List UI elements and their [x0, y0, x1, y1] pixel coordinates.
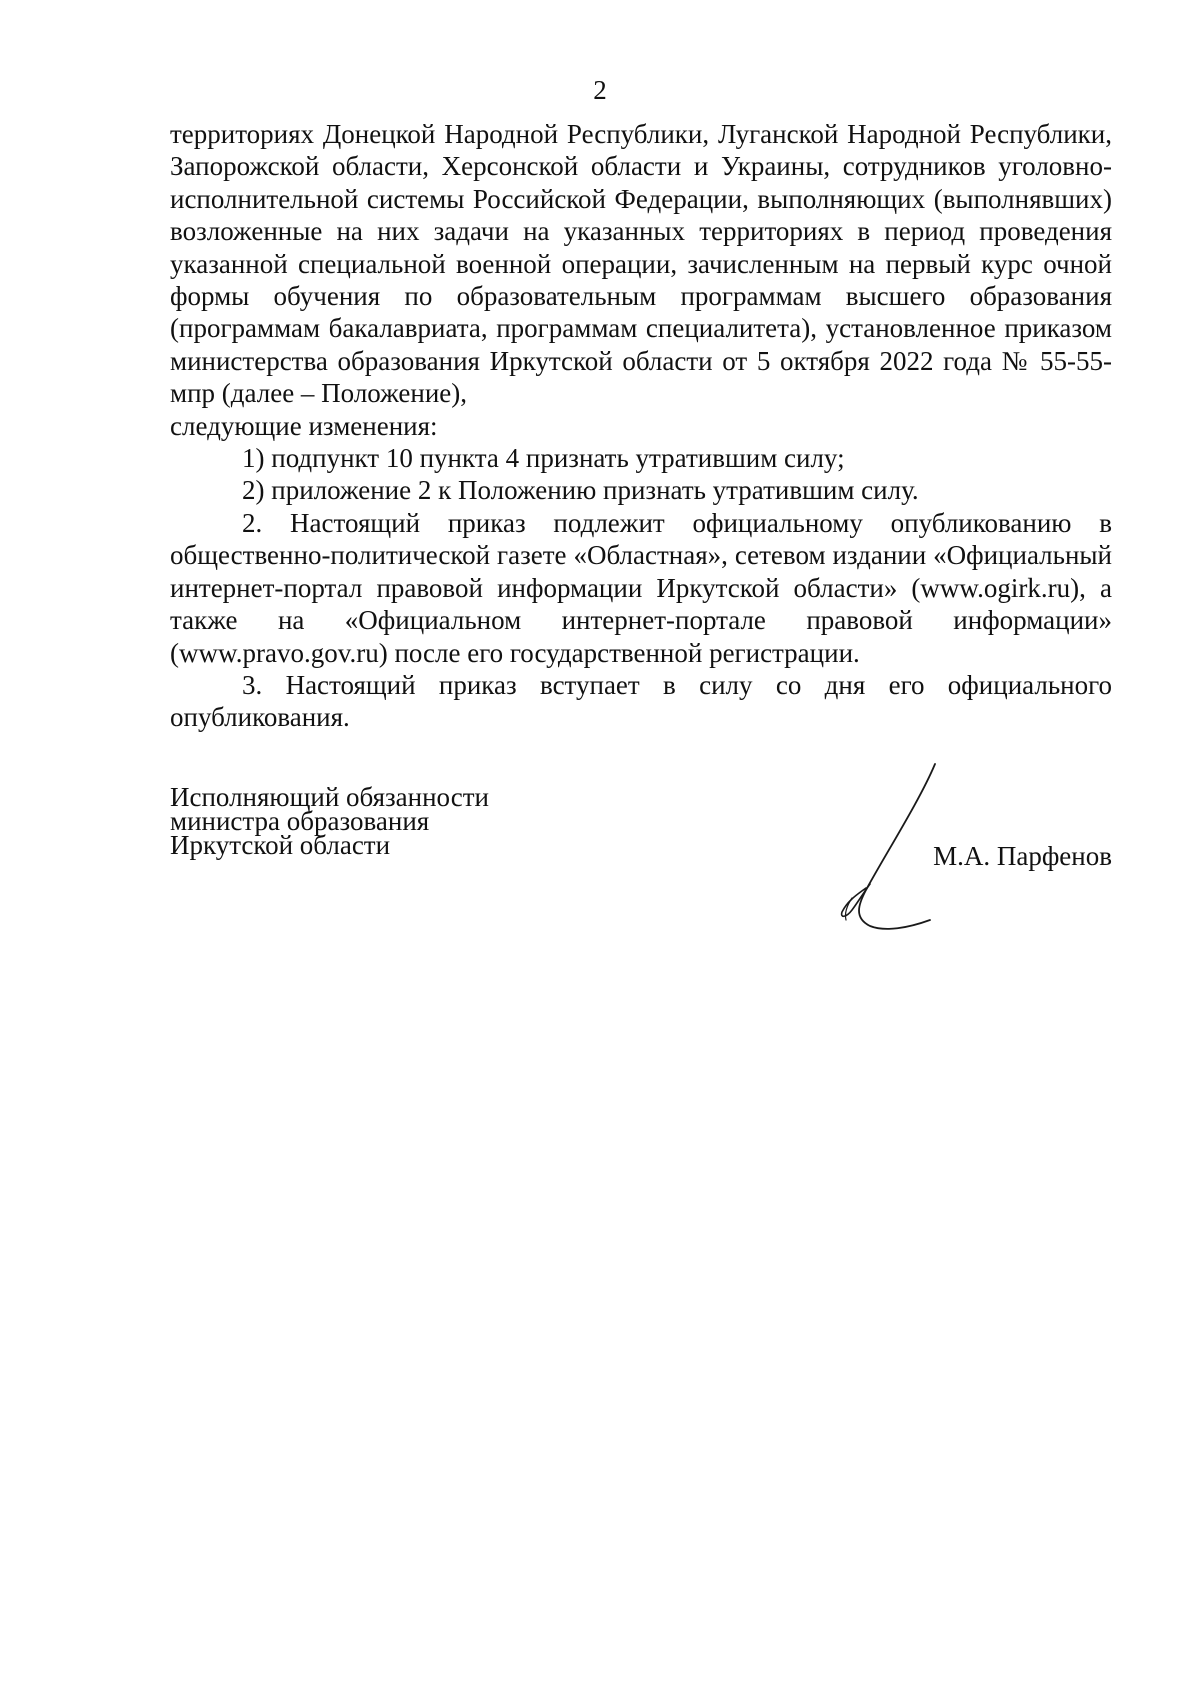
list-item-1: 1) подпункт 10 пункта 4 признать утратившим силу; — [242, 443, 845, 474]
list-item-2: 2) приложение 2 к Положению признать утратившим силу. — [242, 475, 919, 506]
paragraph-clause-2: 2. Настоящий приказ подлежит официальному опубликованию в общественно-политической газете «Областная», сетевом издании «Официальный интернет-портал правовой информации Иркутской области» (www.ogirk.ru), а также на «Официальном интернет-портале правовой информации» (www.pravo.gov.ru) после его государственной регистрации. — [170, 507, 1112, 668]
signatory-position-line: Иркутской области — [170, 830, 391, 860]
page-number: 2 — [593, 75, 607, 105]
document-body — [170, 118, 1112, 734]
signatory-name: М.А. Парфенов — [933, 841, 1112, 871]
paragraph-continuation-end: следующие изменения: — [170, 410, 438, 441]
paragraph-clause-3: 3. Настоящий приказ вступает в силу со дня его официального опубликования. — [170, 669, 1112, 733]
signatory-position — [170, 782, 489, 860]
signatory-position-line: Исполняющий обязанности — [170, 782, 489, 812]
paragraph-continuation: территориях Донецкой Народной Республики, Луганской Народной Республики, Запорожской области, Херсонской области и Украины, сотрудников уголовно-исполнительной системы Российской Федерации, выполняющих (выполнявших) возложенные на них задачи на указанных территориях в период проведения указанной специальной военной операции, зачисленным на первый курс очной формы обучения по образовательным программам высшего образования (программам бакалавриата, программам специалитета), установленное приказом министерства образования Иркутской области от 5 октября 2022 года № 55-55-мпр (далее – Положение), — [170, 119, 1112, 409]
handwritten-signature — [830, 760, 950, 935]
signatory-position-line: министра образования — [170, 806, 430, 836]
